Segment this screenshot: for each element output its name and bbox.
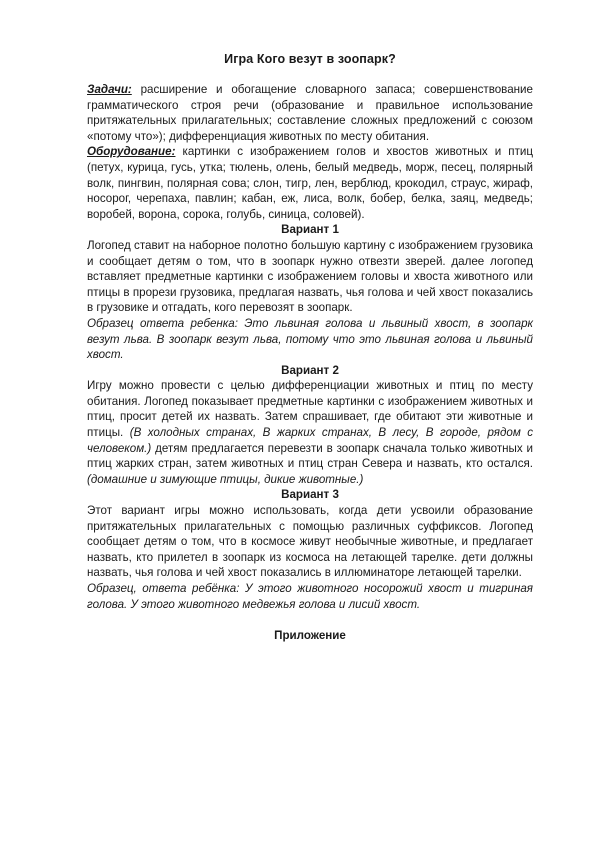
variant3-sample-answer: Образец, ответа ребёнка: У этого животного носорожий хвост и тигриная голова. У этого животного медвежья голова и лисий хвост. xyxy=(87,582,533,611)
variant2-remaining-hint: (домашние и зимующие птицы, дикие животные.) xyxy=(87,472,364,486)
appendix-heading: Приложение xyxy=(274,629,346,643)
variant1-sample-answer: Образец ответа ребенка: Это львиная голова и львиный хвост, в зоопарк везут льва. В зоопарк везут льва, потому что это львиная голова и львиный хвост. xyxy=(87,316,533,362)
variant2-paragraph xyxy=(87,378,533,487)
tasks-label: Задачи: xyxy=(87,83,132,96)
equipment-text: картинки с изображением голов и хвостов животных и птиц (петух, курица, гусь, утка; тюлень, олень, белый медведь, морж, песец, полярный волк, пингвин, полярная сова; слон, тигр, лен, верблюд, крокодил, страус, жираф, носорог, черепаха, павлин; кабан, еж, лиса, волк, бобер, белка, заяц, медведь; воробей, ворона, сорока, голубь, синица, соловей). xyxy=(87,145,533,221)
variant2-habitat-hint: (В холодных странах, В жарких странах, В лесу, В городе, рядом с человеком.) xyxy=(87,426,534,455)
variant3-text: Этот вариант игры можно использовать, когда дети усвоили образование притяжательных прилагательных с помощью различных суффиксов. Логопед сообщает детям о том, что в космосе живут необычные животные, и предлагает назвать, кто прилетел в зоопарк из космоса на летающей тарелке. дети должны назвать, чья голова и чей хвост показались в иллюминаторе летающей тарелки. xyxy=(87,504,533,580)
equipment-label: Оборудование: xyxy=(87,145,176,159)
tasks-text: расширение и обогащение словарного запаса; совершенствование грамматического строя речи (образование и правильное использование притяжательных прилагательных; составление сложных предложений с союзом «потому что»); дифференциация животных по месту обитания. xyxy=(87,83,533,143)
variant2-heading: Вариант 2 xyxy=(281,363,339,377)
equipment-paragraph xyxy=(87,144,533,222)
variant2-text-1: Игру можно провести с целью дифференциации животных и птиц по месту обитания. Логопед показывает предметные картинки с изображением животных и птиц, просит детей их назвать. Затем спрашивает, где обитают эти животные и птицы. xyxy=(87,379,533,440)
page-title: Игра Кого везут в зоопарк? xyxy=(224,52,396,66)
variant1-heading: Вариант 1 xyxy=(281,223,339,237)
variant2-text-2: детям предлагается перевезти в зоопарк сначала только животных и птиц жарких стран, затем животных и птиц стран Севера и назвать, кто остался. xyxy=(87,441,533,471)
variant1-text: Логопед ставит на наборное полотно большую картину с изображением грузовика и сообщает детям о том, что в зоопарк нужно отвезти зверей. далее логопед вставляет предметные картинки с изображением головы и хвоста животного или птицы в прорези грузовика, предлагая назвать, чья голова и чей хвост показались в грузовике и отгадать, кого перевозят в зоопарк. xyxy=(87,238,533,315)
tasks-paragraph xyxy=(87,82,533,144)
variant3-heading: Вариант 3 xyxy=(281,488,339,502)
